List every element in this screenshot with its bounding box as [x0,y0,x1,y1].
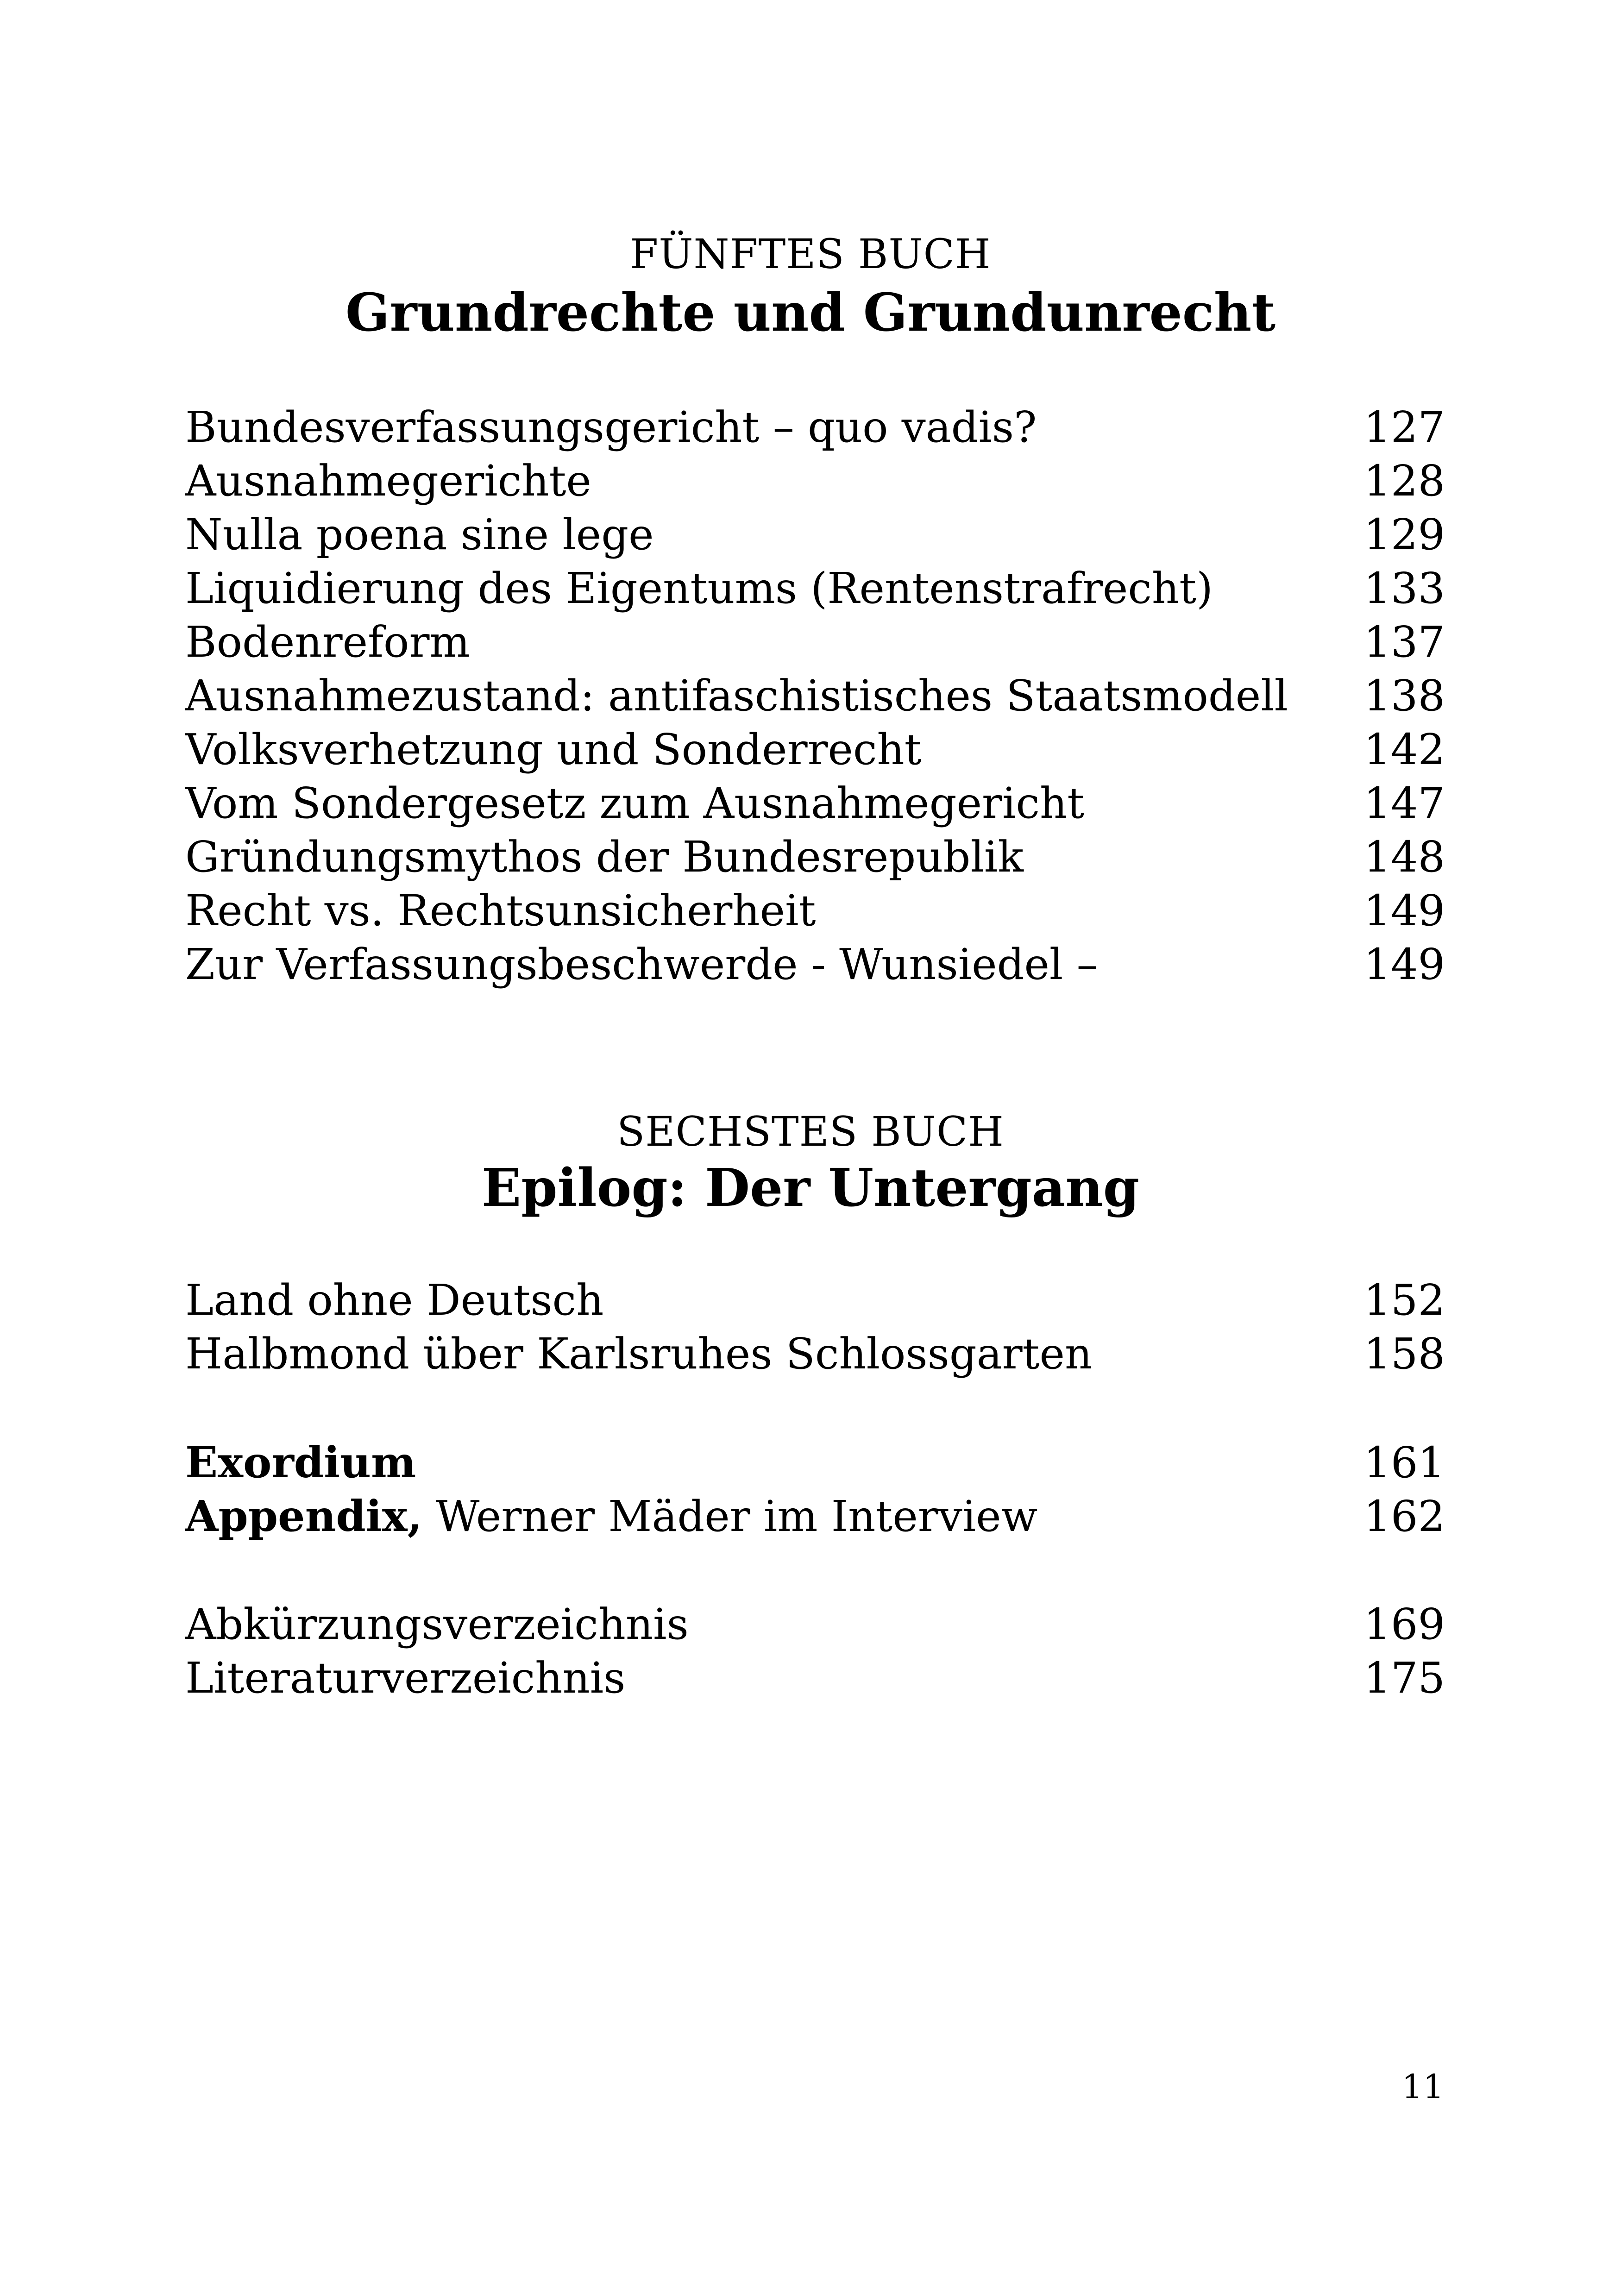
toc-entry [185,723,1445,777]
toc-indexes [185,1598,1445,1705]
toc-entry-page: 162 [1363,1492,1445,1541]
book-6-title: Epilog: Der Untergang [481,1158,1140,1218]
book-6-label: SECHSTES BUCH [617,1108,1004,1155]
toc-entry-title: Recht vs. Rechtsunsicherheit [185,886,816,935]
toc-entry [185,454,1445,508]
toc-entry-page: 175 [1363,1653,1445,1703]
toc-entry-page: 152 [1363,1275,1445,1325]
toc-entry-title: Land ohne Deutsch [185,1275,604,1325]
toc-book-5 [185,401,1445,991]
toc-entry [185,884,1445,938]
toc-entry-title: Ausnahmegerichte [185,456,591,506]
toc-entry [185,401,1445,454]
toc-entry-page: 161 [1363,1438,1445,1487]
toc-entry-title: Volksverhetzung und Sonderrecht [185,725,922,774]
toc-entry-page: 142 [1363,725,1445,774]
toc-entry-page: 158 [1363,1329,1445,1379]
toc-entry-title: Bundesverfassungsgericht – quo vadis? [185,402,1037,452]
toc-entry [185,830,1445,884]
toc-entry-page: 169 [1363,1600,1445,1649]
toc-entry-page: 128 [1363,456,1445,506]
toc-entry [185,938,1445,991]
toc-entry [185,1598,1445,1651]
toc-entry-page: 133 [1363,564,1445,613]
toc-entry [185,777,1445,830]
toc-entry-title: Literaturverzeichnis [185,1653,626,1703]
toc-entry-title: Gründungsmythos der Bundesrepublik [185,832,1024,882]
page-number: 11 [1401,2067,1444,2106]
toc-entry-title: Zur Verfassungsbeschwerde - Wunsiedel – [185,940,1098,989]
toc-entry [185,615,1445,669]
toc-entry-title-bold: Appendix, [185,1491,422,1541]
toc-entry [185,1651,1445,1705]
toc-entry-title: Ausnahmezustand: antifaschistisches Staatsmodell [185,671,1288,721]
toc-entry-title: Nulla poena sine lege [185,510,654,559]
toc-entry [185,669,1445,723]
toc-entry-title: Abkürzungsverzeichnis [185,1600,689,1649]
book-5-label: FÜNFTES BUCH [630,230,991,278]
toc-entry-page: 147 [1363,778,1445,828]
toc-entry [185,1273,1445,1327]
toc-entry-page: 137 [1363,617,1445,667]
toc-entry-title: Exordium [185,1437,416,1487]
toc-entry-page: 148 [1363,832,1445,882]
toc-entry-title: Vom Sondergesetz zum Ausnahmegericht [185,778,1085,828]
toc-entry-page: 149 [1363,940,1445,989]
toc-entry-title: Liquidierung des Eigentums (Rentenstrafrecht) [185,564,1213,613]
toc-entry-exordium [185,1436,1445,1489]
toc-entry-page: 127 [1363,402,1445,452]
toc-entry-title: Halbmond über Karlsruhes Schlossgarten [185,1329,1093,1379]
toc-entry-page: 129 [1363,510,1445,559]
toc-entry [185,562,1445,615]
toc-entry-page: 138 [1363,671,1445,721]
toc-entry-title: Bodenreform [185,617,470,667]
toc-book-6 [185,1273,1445,1381]
toc-entry-page: 149 [1363,886,1445,935]
toc-entry [185,508,1445,562]
toc-entry-title-rest: Werner Mäder im Interview [422,1492,1038,1541]
toc-entry [185,1327,1445,1381]
toc-entry-appendix [185,1489,1445,1543]
toc-entry-title [185,1489,1352,1543]
toc-back-matter [185,1436,1445,1543]
book-5-title: Grundrechte und Grundunrecht [345,282,1276,343]
